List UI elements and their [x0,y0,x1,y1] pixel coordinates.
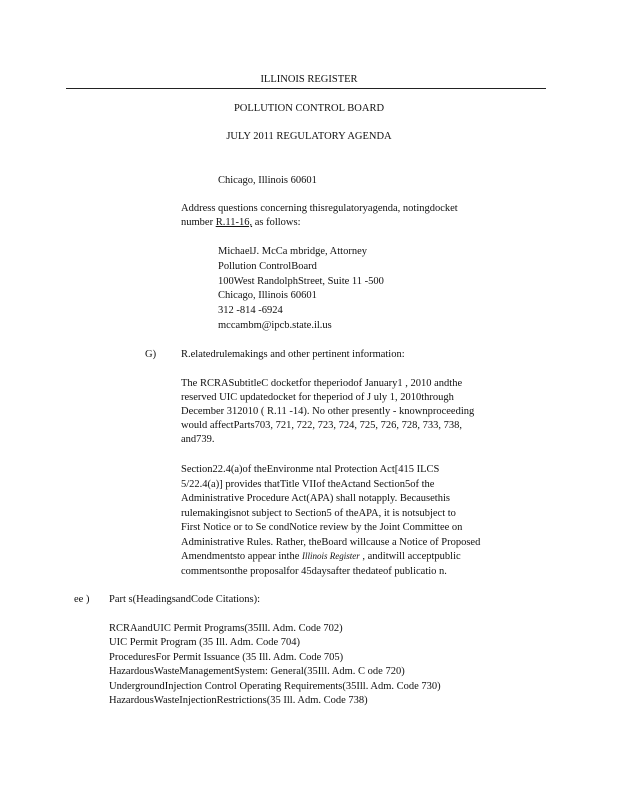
agency-title: POLLUTION CONTROL BOARD [233,103,385,114]
citation-item: UIC Permit Program (35 Ill. Adm. Code 704) [109,637,301,648]
contact-phone: 312 -814 -6924 [218,305,283,316]
register-title: ILLINOIS REGISTER [260,74,358,85]
para1-line: reserved UIC updatedocket for theperiod of J uly 1, 2010through [181,392,454,403]
section-ee-marker: ee ) [74,594,90,605]
para2-line: rulemakingisnot subject to Section5 of theAPA, it is notsubject to [181,508,456,519]
para2-line: Administrative Rules. Rather, theBoard willcause a Notice of Proposed [181,537,481,548]
para1-line: and739. [181,434,215,445]
section-g-heading: R.elatedrulemakings and other pertinent information: [181,349,405,360]
address-intro-line1: Address questions concerning thisregulatoryagenda, notingdocket [181,203,458,214]
para2-line: First Notice or to Se condNotice review by the Joint Committee on [181,522,463,533]
address-intro-line2 [181,215,301,230]
para1-line: December 312010 ( R.11 -14). No other presently - knownproceeding [181,406,475,417]
section-g-marker: G) [145,349,157,360]
citation-item: UndergroundInjection Control Operating Requirements(35Ill. Adm. Code 730) [109,681,441,692]
number-label: number [181,217,216,228]
journal-name: Illinois Register [302,551,360,561]
section-ee-heading: Part s(HeadingsandCode Citations): [109,594,261,605]
contact-org: Pollution ControlBoard [218,261,317,272]
para2-line [181,549,461,564]
agenda-title: JULY 2011 REGULATORY AGENDA [226,131,392,142]
contact-name: MichaelJ. McCa mbridge, Attorney [218,246,368,257]
para2-line: 5/22.4(a)] provides thatTitle VIIof theActand Section5of the [181,479,435,490]
citation-item: HazardousWasteManagementSystem: General(35Ill. Adm. C ode 720) [109,666,405,677]
citation-item: RCRAandUIC Permit Programs(35Ill. Adm. Code 702) [109,623,343,634]
para1-line: The RCRASubtitleC docketfor theperiodof January1 , 2010 andthe [181,378,463,389]
para1-line: would affectParts703, 721, 722, 723, 724, 725, 726, 728, 733, 738, [181,420,462,431]
contact-street: 100West RandolphStreet, Suite 11 -500 [218,276,384,287]
as-follows-text: as follows: [252,217,301,228]
para2-line: commentsonthe proposalfor 45daysafter thedateof publicatio n. [181,566,447,577]
contact-email: mccambm@ipcb.state.il.us [218,320,332,331]
docket-number: R.11-16, [215,217,253,228]
citation-item: ProceduresFor Permit Issuance (35 Ill. Adm. Code 705) [109,652,344,663]
citation-item: HazardousWasteInjectionRestrictions(35 Ill. Adm. Code 738) [109,695,368,706]
para2-line: Section22.4(a)of theEnvironme ntal Protection Act[415 ILCS [181,464,440,475]
para2-line7-start: Amendmentsto appear inthe [181,551,303,562]
para2-line7-end: , anditwill acceptpublic [359,551,461,562]
contact-city: Chicago, Illinois 60601 [218,290,317,301]
para2-line: Administrative Procedure Act(APA) shall notapply. Becausethis [181,493,450,504]
header-rule [66,88,546,89]
city-line: Chicago, Illinois 60601 [218,175,317,186]
